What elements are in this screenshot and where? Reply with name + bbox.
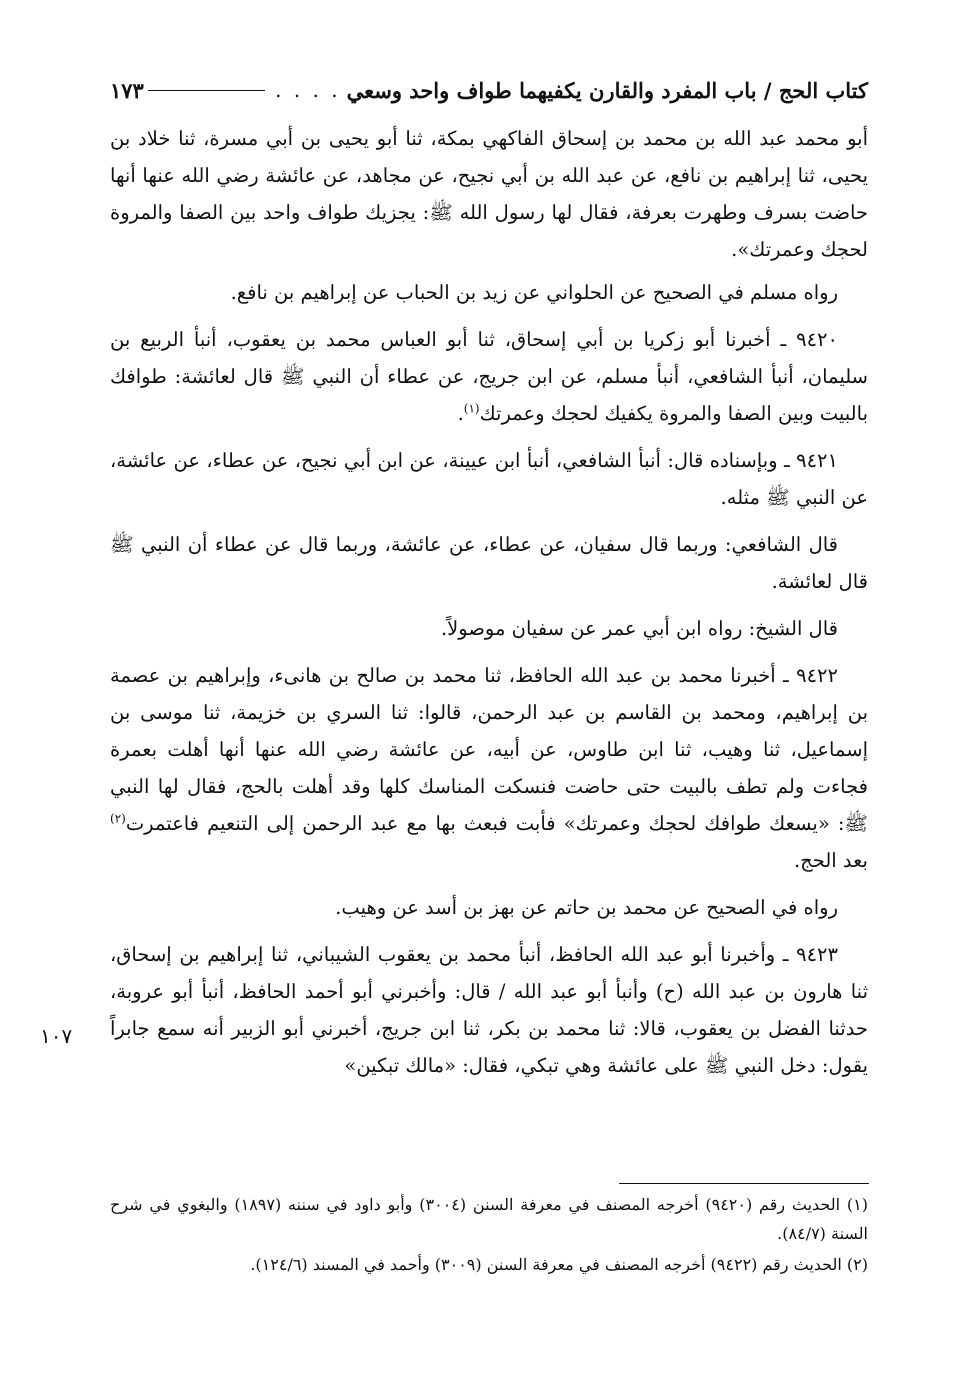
header-rule	[148, 90, 265, 91]
paragraph-shaykh-note: قال الشيخ: رواه ابن أبي عمر عن سفيان موصولاً.	[440, 617, 838, 640]
footnotes	[110, 1190, 868, 1281]
footnote-ref-2[interactable]: (٢)	[110, 811, 126, 826]
paragraph-muslim-note: رواه مسلم في الصحيح عن الحلواني عن زيد بن الحباب عن إبراهيم بن نافع.	[230, 281, 838, 304]
paragraph-hadith-9423: ٩٤٢٣ ـ وأخبرنا أبو عبد الله الحافظ، أنبأ محمد بن يعقوب الشيباني، ثنا إبراهيم بن إسحاق، ثنا هارون بن عبد الله (ح) وأنبأ أبو عبد الله / قال: وأخبرني أبو أحمد الحافظ، أنبأ أبو عروبة، حدثنا الفضل بن يعقوب، قالا: ثنا محمد بن بكر، ثنا ابن جريج، أخبرني أبو الزبير أنه سمع جابراً يقول: دخل النبي ﷺ على عائشة وهي تبكي، فقال: «مالك تبكين»	[110, 943, 868, 1077]
paragraph-sahih-note: رواه في الصحيح عن محمد بن حاتم عن بهز بن أسد عن وهيب.	[335, 896, 838, 919]
margin-page-marker: ١٠٧	[40, 1024, 73, 1048]
header-dots: . . . .	[275, 78, 341, 102]
hadith-9420-text: ٩٤٢٠ ـ أخبرنا أبو زكريا بن أبي إسحاق، ثنا أبو العباس محمد بن يعقوب، أنبأ الربيع بن سليمان، أنبأ الشافعي، أنبأ مسلم، عن ابن جريج، عن عطاء أن النبي ﷺ قال لعائشة: طوافك بالبيت وبين الصفا والمروة يكفيك لحجك وعمرتك	[110, 328, 868, 425]
footnote-2: (٢) الحديث رقم (٩٤٢٢) أخرجه المصنف في معرفة السنن (٣٠٠٩) وأحمد في المسند (١٢٤/٦).	[250, 1255, 868, 1274]
footnote-rule	[619, 1183, 869, 1184]
footnote-ref-1[interactable]: (١)	[463, 401, 480, 416]
running-header	[110, 74, 868, 106]
hadith-9422-text: ٩٤٢٢ ـ أخبرنا محمد بن عبد الله الحافظ، ثنا محمد بن صالح بن هانىء، وإبراهيم بن عصمة بن إبراهيم، ومحمد بن القاسم بن عبد الرحمن، قالوا: ثنا السري بن خزيمة، ثنا موسى بن إسماعيل، ثنا وهيب، ثنا ابن طاوس، عن أبيه، عن عائشة رضي الله عنها أنها أهلت بعمرة فجاءت ولم تطف بالبيت حتى حاضت فنسكت المناسك كلها وقد أهلت بالحج، فقال لها النبي ﷺ: «يسعك طوافك لحجك وعمرتك» فأبت فبعث بها مع عبد الرحمن إلى التنعيم فاعتمرت	[110, 664, 869, 835]
paragraph-hadith-9420	[110, 321, 868, 432]
hadith-9422-end: بعد الحج.	[793, 849, 868, 872]
hadith-9420-end: .	[457, 402, 464, 425]
footnote-1: (١) الحديث رقم (٩٤٢٠) أخرجه المصنف في معرفة السنن (٣٠٠٤) وأبو داود في سننه (١٨٩٧) والبغوي في شرح السنة (٨٤/٧).	[110, 1195, 868, 1243]
main-text	[110, 120, 868, 1094]
paragraph-hadith-9422	[110, 657, 868, 879]
paragraph-shafii-note: قال الشافعي: وربما قال سفيان، عن عطاء، عن عائشة، وربما قال عن عطاء أن النبي ﷺ قال لعائشة.	[110, 533, 868, 593]
page-number: ١٧٣	[110, 77, 144, 103]
paragraph-hadith-9421: ٩٤٢١ ـ وبإسناده قال: أنبأ الشافعي، أنبأ ابن عيينة، عن ابن أبي نجيح، عن عطاء، عن عائشة، عن النبي ﷺ مثله.	[110, 449, 868, 509]
running-title: كتاب الحج / باب المفرد والقارن يكفيهما طواف واحد وسعي	[346, 77, 868, 103]
paragraph-hadith-continuation: أبو محمد عبد الله بن محمد بن إسحاق الفاكهي بمكة، ثنا أبو يحيى بن أبي مسرة، ثنا خلاد بن يحيى، ثنا إبراهيم بن نافع، عن عبد الله بن أبي نجيح، عن مجاهد، عن عائشة رضي الله عنها أنها حاضت بسرف وطهرت بعرفة، فقال لها رسول الله ﷺ: يجزيك طواف واحد بين الصفا والمروة لحجك وعمرتك».	[110, 127, 868, 261]
